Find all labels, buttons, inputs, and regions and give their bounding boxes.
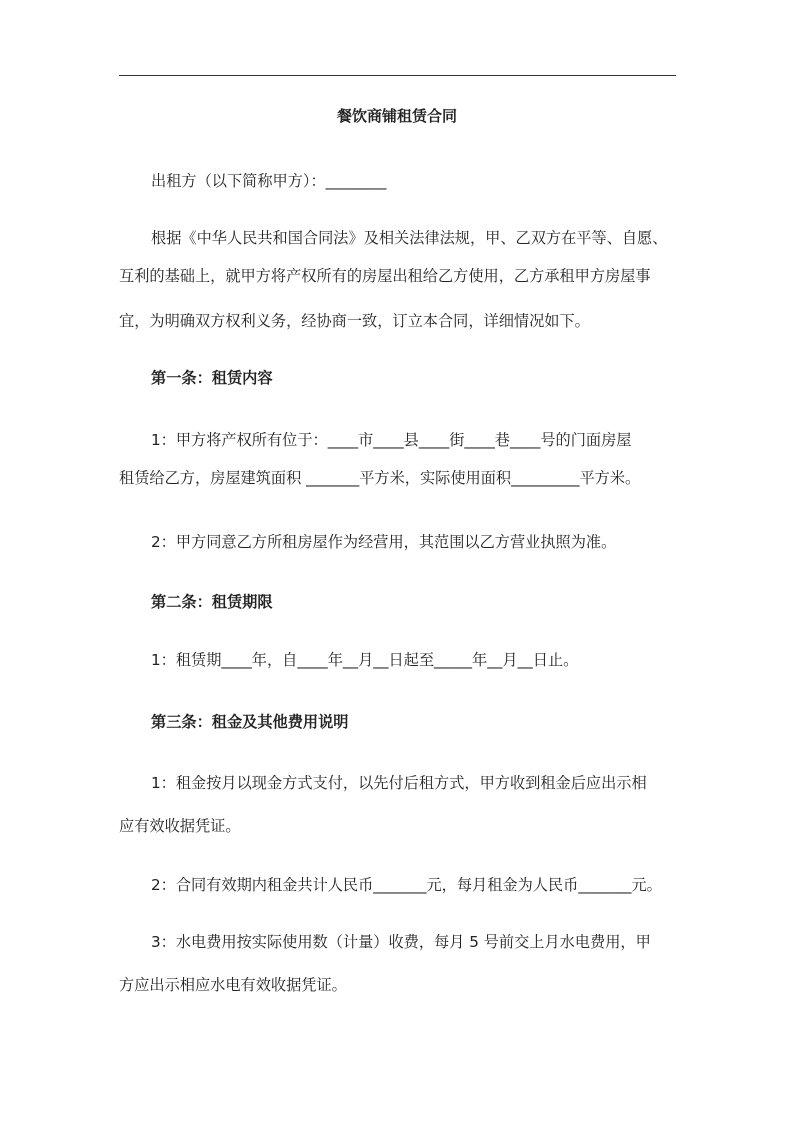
header-rule bbox=[119, 75, 676, 76]
article-2-item-1: 1：租赁期____年，自____年__月__日起至_____年__月__日止。 bbox=[151, 651, 579, 669]
article-3-heading: 第三条：租金及其他费用说明 bbox=[151, 713, 349, 731]
article-1-item-1: 租赁给乙方，房屋建筑面积 _______平方米，实际使用面积_________平方米。 bbox=[119, 469, 641, 487]
article-3-item-1: 1：租金按月以现金方式支付，以先付后租方式，甲方收到租金后应出示相 bbox=[151, 774, 647, 792]
article-3-item-2: 2：合同有效期内租金共计人民币_______元，每月租金为人民币_______元。 bbox=[151, 876, 662, 894]
article-1-item-2: 2：甲方同意乙方所租房屋作为经营用，其范围以乙方营业执照为准。 bbox=[151, 533, 617, 551]
article-1-item-1: 1：甲方将产权所有位于：____市____县____街____巷____号的门面房屋 bbox=[151, 431, 632, 449]
lessor-line: 出租方（以下简称甲方）：________ bbox=[151, 172, 387, 190]
article-3-item-3: 方应出示相应水电有效收据凭证。 bbox=[119, 976, 347, 994]
article-3-item-3: 3：水电费用按实际使用数（计量）收费，每月 5 号前交上月水电费用，甲 bbox=[151, 933, 651, 951]
article-1-heading: 第一条：租赁内容 bbox=[151, 369, 273, 387]
article-2-heading: 第二条：租赁期限 bbox=[151, 593, 273, 611]
article-3-item-1: 应有效收据凭证。 bbox=[119, 817, 241, 835]
preamble-line: 互利的基础上，就甲方将产权所有的房屋出租给乙方使用，乙方承租甲方房屋事 bbox=[119, 267, 651, 285]
preamble-line: 根据《中华人民共和国合同法》及相关法律法规，甲、乙双方在平等、自愿、 bbox=[151, 229, 668, 247]
preamble-line: 宜，为明确双方权利义务，经协商一致，订立本合同，详细情况如下。 bbox=[119, 312, 590, 330]
document-title: 餐饮商铺租赁合同 bbox=[336, 107, 457, 125]
